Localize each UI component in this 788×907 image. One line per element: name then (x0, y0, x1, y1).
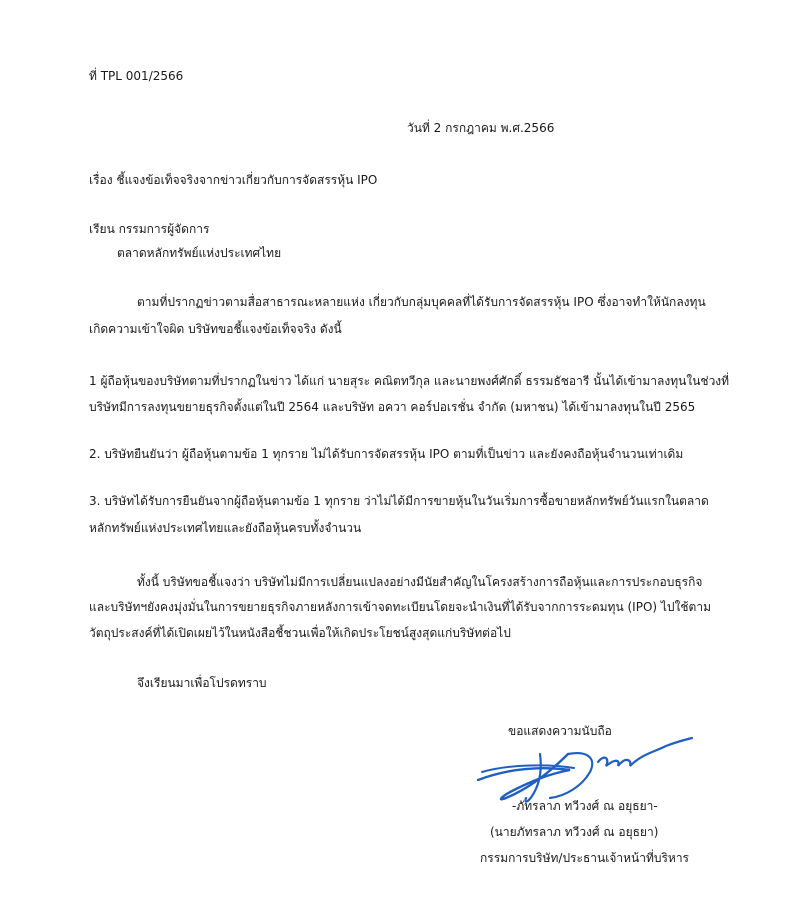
intro-line-2: เกิดความเข้าใจผิด บริษัทขอชี้แจงข้อเท็จจริง ดังนี้ (89, 322, 342, 336)
reference-number: ที่ TPL 001/2566 (89, 69, 184, 83)
letter-date: วันที่ 2 กรกฎาคม พ.ศ.2566 (407, 121, 555, 135)
conclusion-line-2: และบริษัทฯยังคงมุ่งมั่นในการขยายธุรกิจภายหลังการเข้าจดทะเบียนโดยจะนำเงินที่ได้รับจากการระดมทุน (IPO) ไปใช้ตาม (89, 600, 711, 614)
signer-position: กรรมการบริษัท/ประธานเจ้าหน้าที่บริหาร (480, 851, 690, 865)
point-3-line-2: หลักทรัพย์แห่งประเทศไทยและยังถือหุ้นครบทั้งจำนวน (89, 521, 362, 535)
point-3-line-1: 3. บริษัทได้รับการยืนยันจากผู้ถือหุ้นตามข้อ 1 ทุกราย ว่าไม่ได้มีการขายหุ้นในวันเริ่มการซื้อขายหลักทรัพย์วันแรกในตลาด (89, 494, 709, 508)
recipient-title: เรียน กรรมการผู้จัดการ (89, 222, 210, 236)
intro-line-1: ตามที่ปรากฏข่าวตามสื่อสาธารณะหลายแห่ง เกี่ยวกับกลุ่มบุคคลที่ได้รับการจัดสรรหุ้น IPO ซึ่งอาจทำให้นักลงทุน (137, 295, 706, 309)
signed-name: -ภัทรลาภ ทวีวงศ์ ณ อยุธยา- (512, 799, 658, 813)
regards-phrase: ขอแสดงความนับถือ (508, 724, 612, 738)
point-2-line-1: 2. บริษัทยืนยันว่า ผู้ถือหุ้นตามข้อ 1 ทุกราย ไม่ได้รับการจัดสรรหุ้น IPO ตามที่เป็นข่าว และยังคงถือหุ้นจำนวนเท่าเดิม (89, 447, 684, 461)
conclusion-line-3: วัตถุประสงค์ที่ได้เปิดเผยไว้ในหนังสือชี้ชวนเพื่อให้เกิดประโยชน์สูงสุดแก่บริษัทต่อไป (89, 626, 511, 640)
conclusion-line-1: ทั้งนี้ บริษัทขอชี้แจงว่า บริษัทไม่มีการเปลี่ยนแปลงอย่างมีนัยสำคัญในโครงสร้างการถือหุ้นและการประกอบธุรกิจ (137, 575, 703, 589)
point-1-line-2: บริษัทมีการลงทุนขยายธุรกิจตั้งแต่ในปี 2564 และบริษัท อควา คอร์ปอเรชั่น จำกัด (มหาชน) ได้เข้ามาลงทุนในปี 2565 (89, 400, 696, 414)
letter-subject: เรื่อง ชี้แจงข้อเท็จจริงจากข่าวเกี่ยวกับการจัดสรรหุ้น IPO (89, 173, 378, 187)
recipient-organization: ตลาดหลักทรัพย์แห่งประเทศไทย (117, 246, 282, 260)
point-1-line-1: 1 ผู้ถือหุ้นของบริษัทตามที่ปรากฏในข่าว ได้แก่ นายสุระ คณิตทวีกุล และนายพงศ์ศักดิ์ ธรรมธัชอารี นั้นได้เข้ามาลงทุนในช่วงที่ (89, 374, 730, 388)
closing-phrase: จึงเรียนมาเพื่อโปรดทราบ (137, 676, 267, 690)
printed-name: (นายภัทรลาภ ทวีวงศ์ ณ อยุธยา) (490, 825, 659, 839)
